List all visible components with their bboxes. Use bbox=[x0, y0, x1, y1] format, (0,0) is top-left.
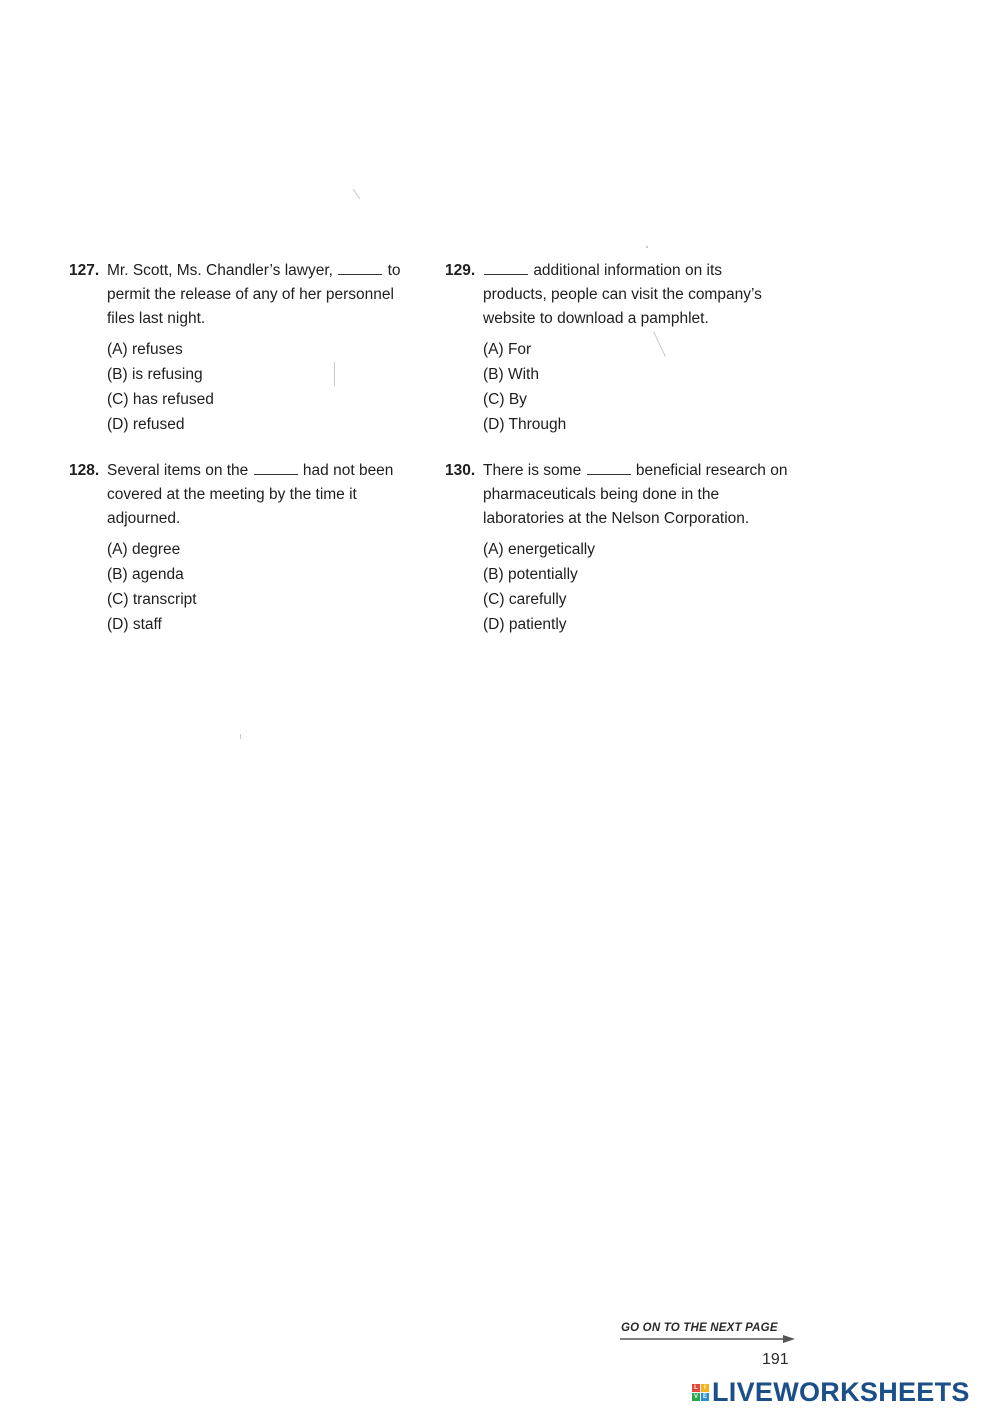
option-b[interactable]: (B) agenda bbox=[107, 566, 184, 583]
arrow-right-icon bbox=[620, 1335, 795, 1343]
option-c[interactable]: (C) By bbox=[483, 391, 527, 408]
scan-speck bbox=[353, 189, 361, 199]
answer-blank[interactable] bbox=[254, 460, 298, 475]
answer-options bbox=[107, 337, 419, 437]
logo-square: V bbox=[693, 1393, 698, 1400]
question-127 bbox=[69, 259, 419, 437]
option-c[interactable]: (C) carefully bbox=[483, 591, 567, 608]
page-number: 191 bbox=[762, 1351, 789, 1368]
answer-options bbox=[483, 337, 795, 437]
option-a[interactable]: (A) energetically bbox=[483, 541, 595, 558]
question-128 bbox=[69, 459, 419, 637]
question-text-before: Several items on the bbox=[107, 462, 249, 479]
question-text bbox=[483, 459, 788, 531]
answer-blank[interactable] bbox=[587, 460, 631, 475]
answer-options bbox=[483, 537, 795, 637]
answer-blank[interactable] bbox=[484, 260, 528, 275]
question-text-after: additional information on its products, people can visit the company’s website to download a pamphlet. bbox=[483, 262, 762, 327]
question-text-before: Mr. Scott, Ms. Chandler’s lawyer, bbox=[107, 262, 333, 279]
answer-blank[interactable] bbox=[338, 260, 382, 275]
logo-squares-icon bbox=[692, 1384, 709, 1401]
question-text-after: to permit the release of any of her personnel files last night. bbox=[107, 262, 401, 327]
question-text bbox=[107, 459, 412, 531]
option-a[interactable]: (A) For bbox=[483, 341, 532, 358]
option-b[interactable]: (B) potentially bbox=[483, 566, 578, 583]
option-b[interactable]: (B) is refusing bbox=[107, 366, 203, 383]
question-number: 130. bbox=[445, 462, 476, 479]
scan-speck bbox=[240, 734, 241, 739]
logo-square: L bbox=[692, 1384, 700, 1392]
question-text-after: beneficial research on pharmaceuticals being done in the laboratories at the Nelson Corporation. bbox=[483, 462, 788, 527]
question-130 bbox=[445, 459, 795, 637]
logo-square: E bbox=[702, 1393, 707, 1400]
question-text bbox=[107, 259, 412, 331]
question-number: 127. bbox=[69, 262, 100, 279]
question-text-before: There is some bbox=[483, 462, 582, 479]
option-a[interactable]: (A) refuses bbox=[107, 341, 183, 358]
question-number: 129. bbox=[445, 262, 476, 279]
liveworksheets-logo bbox=[692, 1377, 970, 1407]
option-d[interactable]: (D) Through bbox=[483, 416, 567, 433]
brand-name: LIVEWORKSHEETS bbox=[712, 1377, 970, 1407]
option-d[interactable]: (D) patiently bbox=[483, 616, 567, 633]
question-text bbox=[483, 259, 788, 331]
answer-options bbox=[107, 537, 419, 637]
scan-speck bbox=[646, 246, 648, 248]
option-b[interactable]: (B) With bbox=[483, 366, 539, 383]
option-d[interactable]: (D) staff bbox=[107, 616, 162, 633]
question-number: 128. bbox=[69, 462, 100, 479]
option-a[interactable]: (A) degree bbox=[107, 541, 181, 558]
option-c[interactable]: (C) has refused bbox=[107, 391, 214, 408]
question-129 bbox=[445, 259, 795, 437]
option-c[interactable]: (C) transcript bbox=[107, 591, 197, 608]
logo-square: I bbox=[701, 1384, 709, 1392]
go-on-next-page-label: GO ON TO THE NEXT PAGE bbox=[621, 1322, 778, 1334]
option-d[interactable]: (D) refused bbox=[107, 416, 185, 433]
question-text-after: had not been covered at the meeting by the time it adjourned. bbox=[107, 462, 394, 527]
